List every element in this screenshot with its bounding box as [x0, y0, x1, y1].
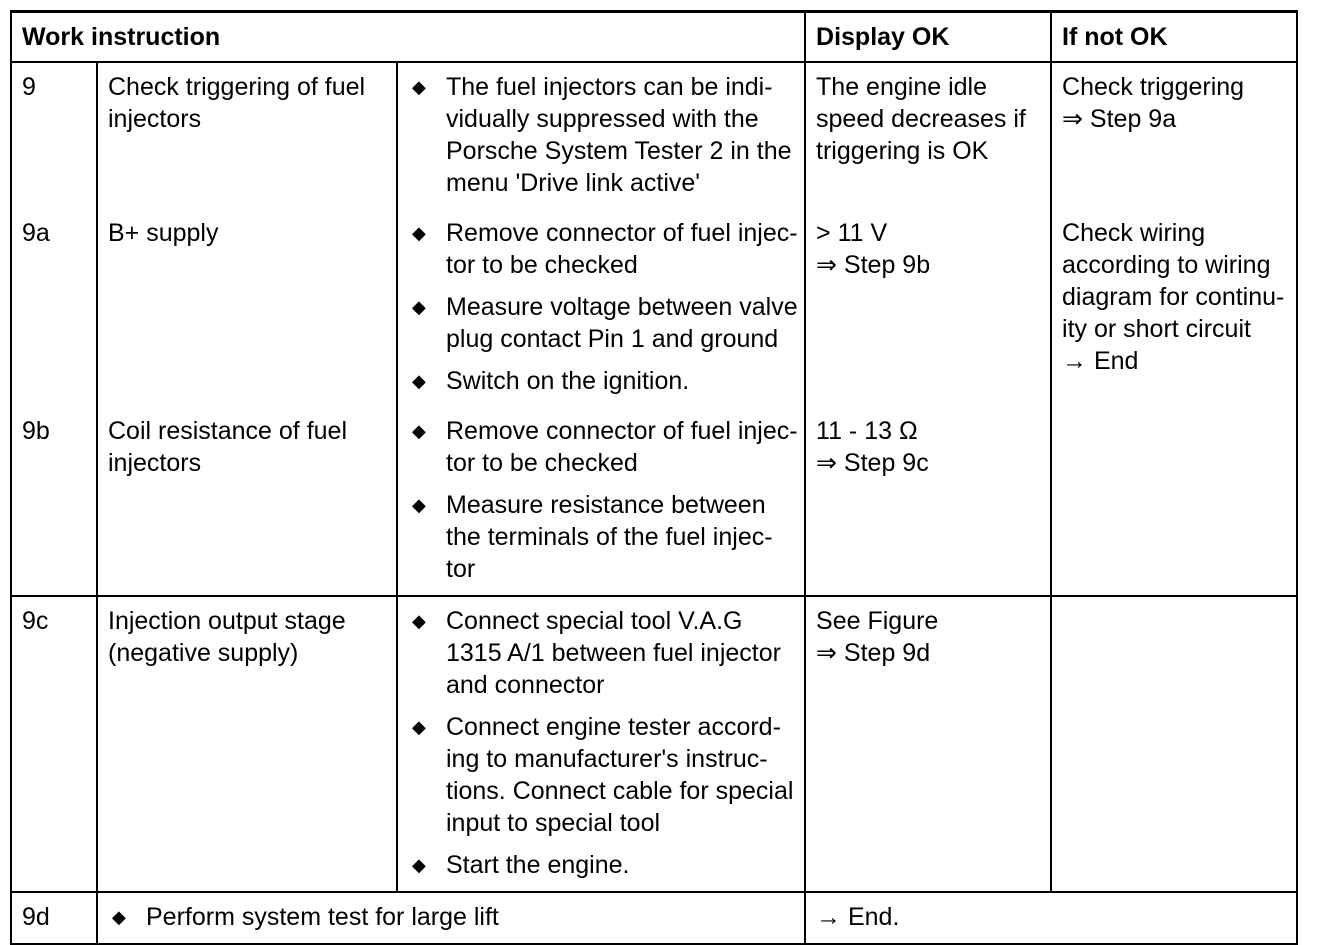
instruction-list — [398, 407, 804, 585]
step-title: Check triggering of fuel injectors — [108, 73, 366, 133]
diamond-bullet-icon: ◆ — [412, 495, 426, 515]
step-number: 9b — [22, 417, 50, 445]
step-number: 9a — [22, 219, 50, 247]
instruction-item: ◆ Start the engine. — [412, 851, 630, 879]
display-ok-value: See Figure ⇒ Step 9d — [816, 607, 939, 667]
step-title: Injection output stage (negative supply) — [108, 607, 346, 667]
instruction-list — [398, 63, 804, 199]
diamond-bullet-icon: ◆ — [412, 223, 426, 243]
result-value: → End. — [816, 903, 900, 931]
header-display-ok: Display OK — [805, 12, 1051, 63]
if-not-ok-value — [1052, 597, 1296, 605]
table-row-9 — [11, 62, 1297, 209]
diamond-bullet-icon: ◆ — [412, 297, 426, 317]
if-not-ok-value — [1052, 407, 1296, 415]
diamond-bullet-icon: ◆ — [412, 611, 426, 631]
header-if-not-ok: If not OK — [1051, 12, 1297, 63]
diamond-bullet-icon: ◆ — [412, 77, 426, 97]
step-number: 9d — [22, 903, 50, 931]
table-row-9b — [11, 407, 1297, 596]
instruction-item: ◆ The fuel injectors can be indi-vidually suppressed with the Porsche System Tester 2 in the menu 'Drive link active' — [412, 73, 792, 197]
table-row-9c — [11, 596, 1297, 892]
step-number: 9 — [22, 73, 36, 101]
table-row-9d — [11, 892, 1297, 944]
work-instruction-table — [10, 10, 1298, 945]
display-ok-value: 11 - 13 Ω ⇒ Step 9c — [816, 417, 929, 477]
instruction-list — [398, 597, 804, 881]
instruction-item: ◆ Remove connector of fuel injec-tor to be checked — [412, 219, 798, 279]
instruction-list — [398, 209, 804, 397]
instruction-item: ◆ Connect engine tester accord-ing to manufacturer's instruc-tions. Connect cable for special input to special tool — [412, 713, 794, 837]
instruction-item: ◆ Switch on the ignition. — [412, 367, 690, 395]
diamond-bullet-icon: ◆ — [412, 717, 426, 737]
table-header-row — [11, 12, 1297, 63]
instruction-item: ◆ Perform system test for large lift — [112, 903, 499, 931]
step-title: B+ supply — [108, 219, 219, 247]
if-not-ok-value: Check triggering ⇒ Step 9a — [1062, 73, 1245, 133]
instruction-list — [98, 893, 804, 933]
header-work-instruction: Work instruction — [11, 12, 805, 63]
display-ok-value: The engine idle speed decreases if triggering is OK — [816, 73, 1026, 165]
diamond-bullet-icon: ◆ — [412, 371, 426, 391]
instruction-item: ◆ Measure voltage between valve plug contact Pin 1 and ground — [412, 293, 798, 353]
display-ok-value: > 11 V ⇒ Step 9b — [816, 219, 931, 279]
instruction-item: ◆ Remove connector of fuel injec-tor to be checked — [412, 417, 798, 477]
diamond-bullet-icon: ◆ — [412, 855, 426, 875]
diamond-bullet-icon: ◆ — [412, 421, 426, 441]
step-title: Coil resistance of fuel injectors — [108, 417, 348, 477]
table-row-9a — [11, 209, 1297, 407]
step-number: 9c — [22, 607, 49, 635]
instruction-item: ◆ Measure resistance between the terminals of the fuel injec-tor — [412, 491, 773, 583]
instruction-item: ◆ Connect special tool V.A.G 1315 A/1 between fuel injector and connector — [412, 607, 781, 699]
if-not-ok-value: Check wiring according to wiring diagram for continu-ity or short circuit → End — [1062, 219, 1285, 375]
diamond-bullet-icon: ◆ — [112, 907, 126, 927]
